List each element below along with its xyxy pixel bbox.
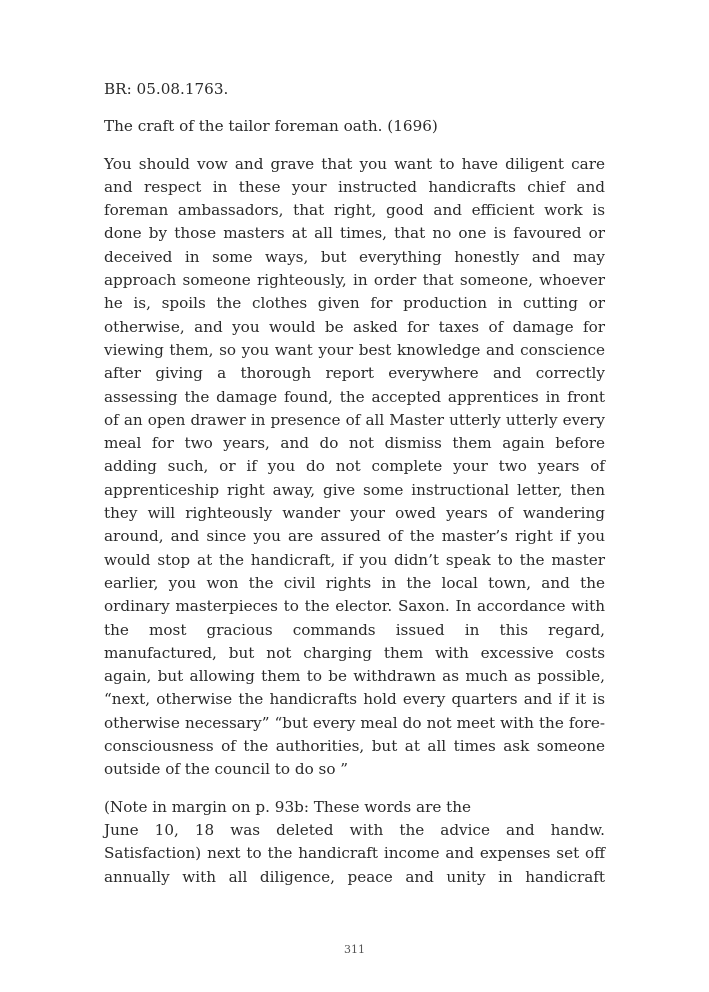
- page-number: 311: [344, 943, 365, 956]
- margin-note: [104, 796, 605, 889]
- reference-line: BR: 05.08.1763.: [104, 80, 229, 98]
- document-page: [104, 78, 605, 889]
- oath-heading: The craft of the tailor foreman oath. (1696): [104, 117, 438, 136]
- margin-note-first-line: (Note in margin on p. 93b: These words are the: [104, 797, 472, 816]
- margin-note-body: June 10, 18 was deleted with the advice and handw. Satisfaction) next to the handicraft income and expenses set off annually with all diligence, peace and unity in handicraft: [104, 820, 605, 886]
- oath-body-paragraph: You should vow and grave that you want to have diligent care and respect in these your instructed handicrafts chief and foreman ambassadors, that right, good and efficient work is done by those masters at all times, that no one is favoured or deceived in some ways, but everything honestly and may approach someone righteously, in order that someone, whoever he is, spoils the clothes given for production in cutting or otherwise, and you would be asked for taxes of damage for viewing them, so you want your best knowledge and conscience after giving a thorough report everywhere and correctly assessing the damage found, the accepted apprentices in front of an open drawer in presence of all Master utterly utterly every meal for two years, and do not dismiss them again before adding such, or if you do not complete your two years of apprenticeship right away, give some instructional letter, then they will righteously wander your owed years of wandering around, and since you are assured of the master’s right if you would stop at the handicraft, if you didn’t speak to the master earlier, you won the civil rights in the local town, and the ordinary masterpieces to the elector. Saxon. In accordance with the most gracious commands issued in this regard, manufactured, but not charging them with excessive costs again, but allowing them to be withdrawn as much as possible, “next, otherwise the handicrafts hold every quarters and if it is otherwise necessary” “but every meal do not meet with the fore-consciousness of the authorities, but at all times ask someone outside of the council to do so ”: [104, 154, 605, 779]
